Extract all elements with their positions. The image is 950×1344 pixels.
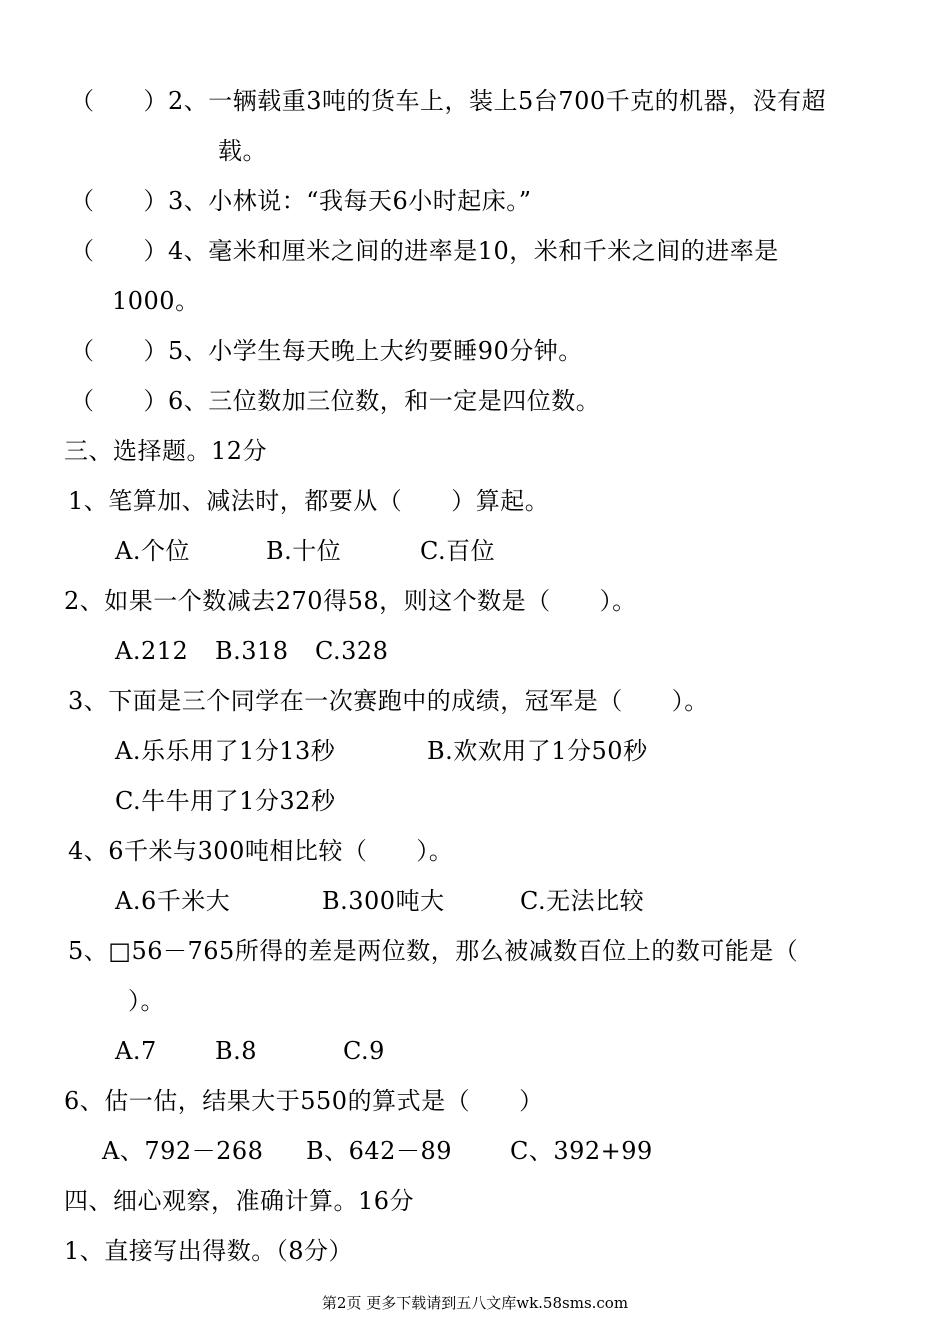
- choice-q1: 1、笔算加、减法时，都要从（ ）算起。: [68, 487, 550, 515]
- judgment-q5: （ ）5、小学生每天晚上大约要睡90分钟。: [70, 337, 583, 365]
- calc-heading: 四、细心观察，准确计算。16分: [64, 1187, 415, 1215]
- choice-q2: 2、如果一个数减去270得58，则这个数是（ ）。: [64, 587, 637, 615]
- judgment-q2-line2: 载。: [218, 137, 267, 165]
- page-footer: 第2页 更多下载请到五八文库wk.58sms.com: [321, 1294, 629, 1312]
- choice-q6-option-c: C、392+99: [510, 1137, 653, 1165]
- judgment-q2-line1: （ ）2、一辆载重3吨的货车上，装上5台700千克的机器，没有超: [70, 87, 827, 115]
- choice-q3-option-a: A.乐乐用了1分13秒: [115, 737, 336, 765]
- judgment-q4-line1: （ ）4、毫米和厘米之间的进率是10，米和千米之间的进率是: [70, 237, 779, 265]
- choice-q4-option-a: A.6千米大: [115, 887, 231, 915]
- choice-q2-option-a: A.212: [115, 637, 189, 665]
- choice-q3: 3、下面是三个同学在一次赛跑中的成绩，冠军是（ ）。: [68, 687, 709, 715]
- choice-q1-option-a: A.个位: [115, 537, 190, 565]
- choice-q1-option-b: B.十位: [266, 537, 342, 565]
- choice-q4-option-b: B.300吨大: [322, 887, 445, 915]
- choice-q4: 4、6千米与300吨相比较（ ）。: [68, 837, 454, 865]
- choice-q6: 6、估一估，结果大于550的算式是（ ）: [64, 1087, 544, 1115]
- judgment-q3: （ ）3、小林说：“我每天6小时起床。”: [70, 187, 532, 215]
- choice-q3-option-c: C.牛牛用了1分32秒: [115, 787, 336, 815]
- choice-heading: 三、选择题。12分: [64, 437, 268, 465]
- choice-q5-option-a: A.7: [115, 1037, 157, 1065]
- choice-q4-option-c: C.无法比较: [520, 887, 645, 915]
- choice-q5-option-b: B.8: [215, 1037, 258, 1065]
- choice-q5-option-c: C.9: [343, 1037, 385, 1065]
- choice-q6-option-b: B、642－89: [306, 1137, 452, 1165]
- judgment-q6: （ ）6、三位数加三位数，和一定是四位数。: [70, 387, 601, 415]
- choice-q1-option-c: C.百位: [420, 537, 496, 565]
- choice-q2-option-c: C.328: [315, 637, 389, 665]
- choice-q6-option-a: A、792－268: [102, 1137, 264, 1165]
- judgment-q4-line2: 1000。: [112, 287, 200, 315]
- calc-q1: 1、直接写出得数。（8分）: [64, 1237, 354, 1265]
- choice-q5-line2: ）。: [128, 987, 165, 1015]
- choice-q2-option-b: B.318: [215, 637, 289, 665]
- choice-q5-line1: 5、□56－765所得的差是两位数，那么被减数百位上的数可能是（: [68, 937, 799, 965]
- choice-q3-option-b: B.欢欢用了1分50秒: [427, 737, 648, 765]
